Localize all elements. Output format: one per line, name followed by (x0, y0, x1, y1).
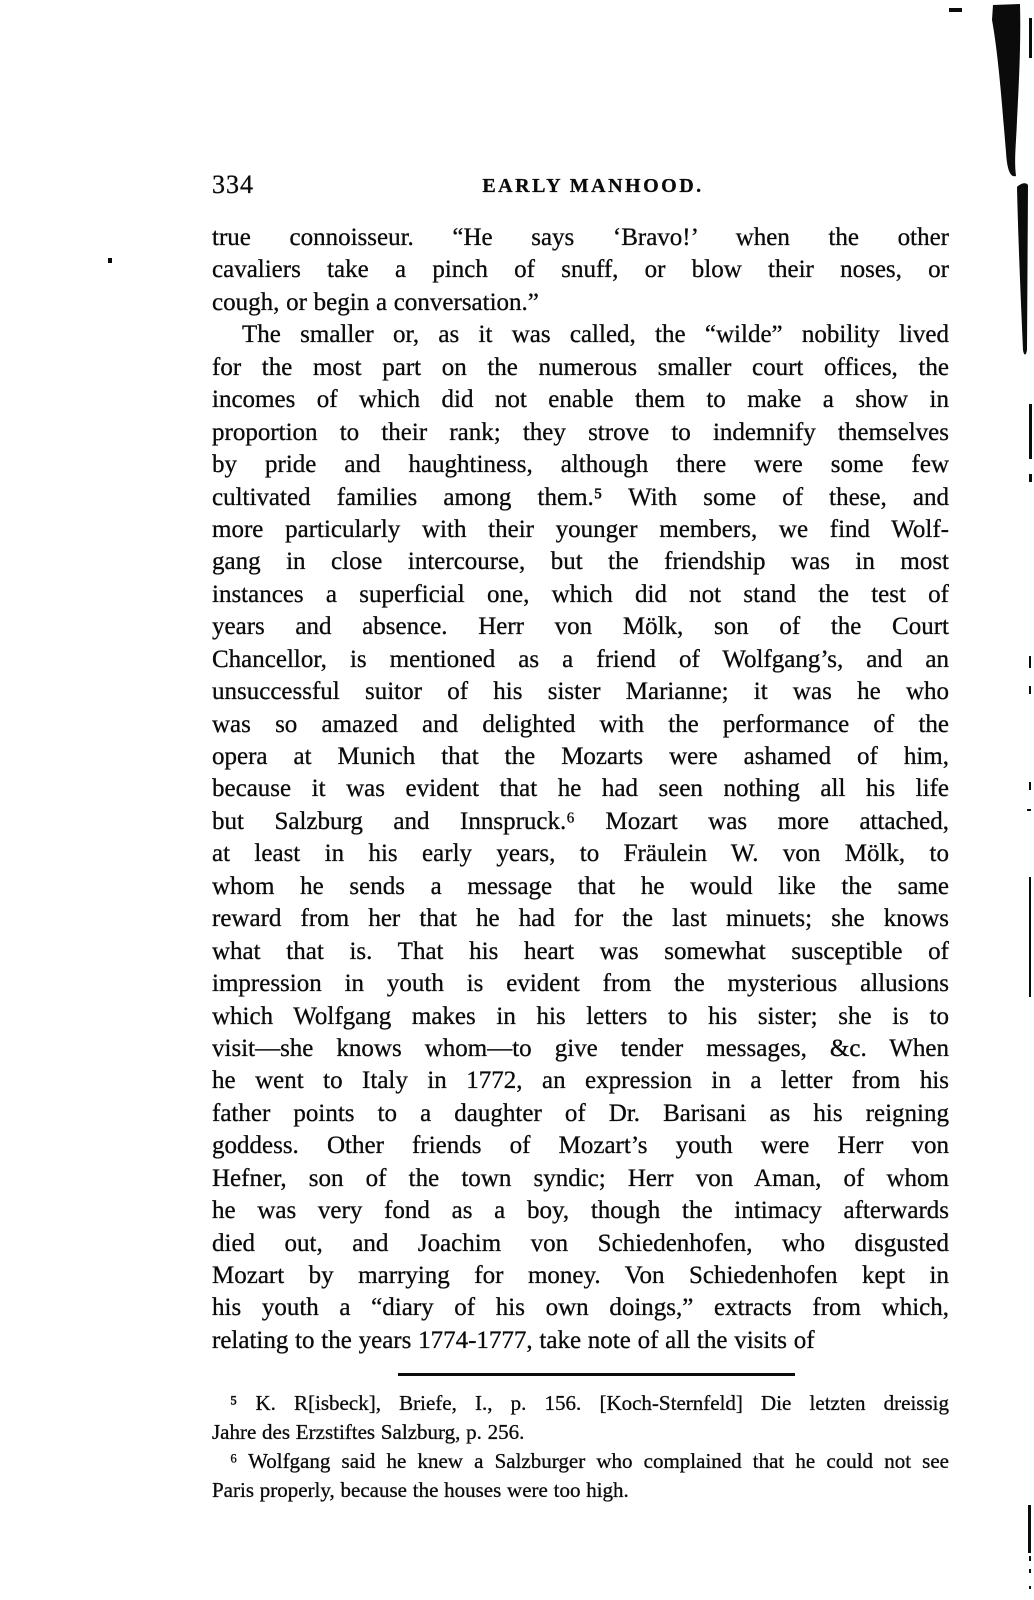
running-header: EARLY MANHOOD. (482, 175, 704, 197)
body-line: impression in youth is evident from the mysterious allusions (212, 970, 949, 998)
body-line: died out, and Joachim von Schiedenhofen, who disgusted (212, 1229, 949, 1257)
scan-edge-line (1029, 404, 1032, 459)
body-text-block (212, 222, 949, 1357)
footnote-line: Jahre des Erzstiftes Salzburg, p. 256. (212, 1420, 525, 1444)
body-line: visit—she knows whom—to give tender messages, &c. When (212, 1034, 949, 1062)
scan-edge-line (1029, 1569, 1031, 1573)
footnotes-block (212, 1389, 949, 1505)
scan-edge-line (1029, 474, 1032, 482)
body-line: relating to the years 1774-1777, take note of all the visits of (212, 1326, 815, 1354)
body-line: what that is. That his heart was somewhat susceptible of (212, 937, 949, 965)
body-line: cavaliers take a pinch of snuff, or blow their noses, or (212, 256, 949, 284)
body-line: but Salzburg and Innspruck.⁶ Mozart was more attached, (212, 807, 949, 835)
body-line: he went to Italy in 1772, an expression in a letter from his (212, 1067, 949, 1095)
body-line: incomes of which did not enable them to make a show in (212, 386, 949, 414)
scan-ink-wedge (992, 4, 1020, 176)
body-line: he was very fond as a boy, though the intimacy afterwards (212, 1197, 949, 1225)
body-line: which Wolfgang makes in his letters to his sister; she is to (212, 1002, 949, 1030)
body-line: Hefner, son of the town syndic; Herr von Aman, of whom (212, 1164, 949, 1192)
body-line: because it was evident that he had seen nothing all his life (212, 775, 949, 803)
body-line: father points to a daughter of Dr. Barisani as his reigning (212, 1099, 949, 1127)
body-line: The smaller or, as it was called, the “wilde” nobility lived (242, 321, 949, 349)
body-line: true connoisseur. “He says ‘Bravo!’ when the other (212, 224, 949, 251)
scan-ink-taper (1017, 183, 1028, 354)
scan-edge-line (1029, 686, 1031, 694)
body-line: more particularly with their younger members, we find Wolf- (212, 515, 949, 543)
footnote-line: Paris properly, because the houses were too high. (212, 1478, 629, 1502)
scan-edge-line (1029, 877, 1031, 997)
body-line: was so amazed and delighted with the performance of the (212, 710, 949, 738)
body-line: for the most part on the numerous smaller court offices, the (212, 353, 949, 381)
body-line: goddess. Other friends of Mozart’s youth were Herr von (212, 1132, 949, 1160)
scan-edge-line (1029, 1586, 1031, 1589)
footnote-line: ⁵ K. R[isbeck], Briefe, I., p. 156. [Koch-Sternfeld] Die letzten dreissig (230, 1391, 949, 1415)
body-line: cultivated families among them.⁵ With some of these, and (212, 483, 949, 511)
scan-edge-line (1027, 809, 1031, 811)
body-line: gang in close intercourse, but the friendship was in most (212, 548, 949, 576)
footnote-separator-rule (398, 1373, 795, 1376)
body-line: Chancellor, is mentioned as a friend of Wolfgang’s, and an (212, 645, 949, 673)
page-number: 334 (212, 170, 254, 199)
scan-smudge (949, 8, 962, 12)
body-line: years and absence. Herr von Mölk, son of the Court (212, 613, 949, 641)
scan-edge-line (1029, 782, 1031, 790)
body-line: at least in his early years, to Fräulein W. von Mölk, to (212, 840, 949, 868)
scan-edge-line (1028, 1505, 1031, 1553)
body-line: by pride and haughtiness, although there were some few (212, 451, 949, 479)
scan-edge-line (1029, 656, 1031, 668)
scan-speck (108, 258, 112, 263)
footnote-line: ⁶ Wolfgang said he knew a Salzburger who complained that he could not see (230, 1449, 949, 1473)
body-line: reward from her that he had for the last minuets; she knows (212, 905, 949, 933)
body-line: instances a superficial one, which did not stand the test of (212, 580, 949, 608)
body-line: opera at Munich that the Mozarts were ashamed of him, (212, 743, 949, 770)
body-line: Mozart by marrying for money. Von Schiedenhofen kept in (212, 1262, 949, 1289)
body-line: unsuccessful suitor of his sister Marianne; it was he who (212, 678, 949, 706)
body-line: his youth a “diary of his own doings,” extracts from which, (212, 1294, 949, 1322)
body-line: whom he sends a message that he would like the same (212, 872, 949, 900)
body-line: proportion to their rank; they strove to indemnify themselves (212, 418, 949, 446)
body-line: cough, or begin a conversation.” (212, 288, 539, 316)
scan-edge-line (1029, 1556, 1031, 1561)
scan-edge-line (1029, 18, 1032, 58)
